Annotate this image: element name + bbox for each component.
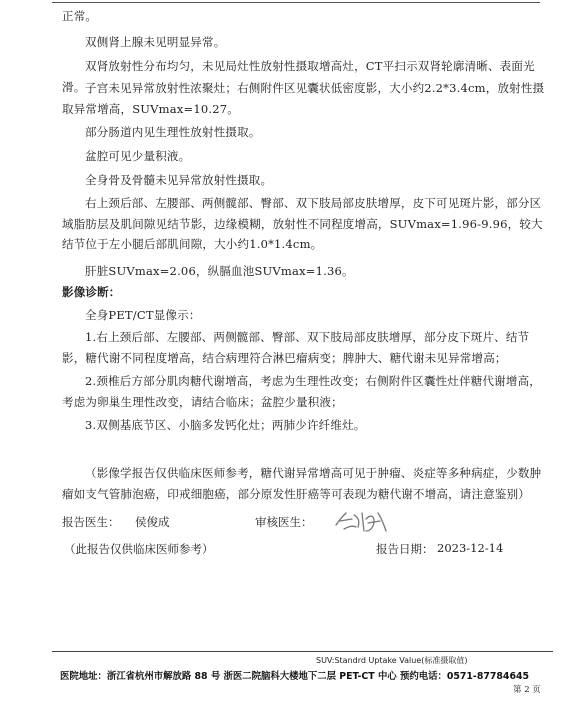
page-number: 第 2 页 (513, 685, 541, 695)
paragraph-adrenal: 双侧肾上腺未见明显异常。 (85, 35, 226, 49)
report-note: （此报告仅供临床医师参考） (64, 542, 214, 556)
report-date-label: 报告日期： (376, 542, 434, 556)
paragraph-intestine: 部分肠道内见生理性放射性摄取。 (85, 125, 261, 139)
reviewer-signature (330, 505, 392, 535)
report-date-value: 2023-12-14 (437, 541, 504, 555)
diagnosis-intro: 全身PET/CT显像示： (85, 308, 201, 322)
paragraph-bone: 全身骨及骨髓未见异常放射性摄取。 (85, 173, 273, 187)
disclaimer: （影像学报告仅供临床医师参考，糖代谢异常增高可见于肿瘤、炎症等多种病症，少数肿瘤如支气管肺泡癌，印戒细胞癌，部分原发性肝癌等可表现为糖代谢不增高，请注意鉴别） (62, 466, 542, 501)
paragraph-pelvis: 盆腔可见少量积液。 (85, 149, 191, 163)
hospital-address: 医院地址：浙江省杭州市解放路 88 号 浙医二院脑科大楼地下二层 PET-CT 中心 预约电话：0571-87784645 (60, 671, 530, 682)
paragraph-uterus: 子宫未见异常放射性浓聚灶；右侧附件区见囊状低密度影，大小约2.2*3.4cm，放射性摄取异常增高，SUVmax=10.27。 (62, 81, 545, 116)
top-divider (52, 2, 540, 3)
paragraph-liver: 肝脏SUVmax=2.06，纵膈血池SUVmax=1.36。 (85, 264, 354, 278)
reviewer-label: 审核医生： (255, 515, 313, 529)
bottom-divider (52, 651, 553, 652)
diagnosis-item-1: 1.右上颈后部、左腰部、两侧髋部、臀部、双下肢局部皮肤增厚，部分皮下斑片、结节影，糖代谢不同程度增高，结合病理符合淋巴瘤病变；脾肿大、糖代谢未见异常增高； (62, 330, 530, 365)
paragraph-skin: 右上颈后部、左腰部、两侧髋部、臀部、双下肢局部皮肤增厚，皮下可见斑片影，部分区域脂肪层及肌间隙见结节影，边缘模糊，放射性不同程度增高，SUVmax=1.96-9.96，较大结节位于左小腿后部肌间隙，大小约1.0*1.4cm。 (62, 196, 543, 251)
paragraph-kidneys: 双肾放射性分布均匀，未见局灶性放射性摄取增高灶，CT平扫示双肾轮廓清晰、表面光滑。 (62, 59, 535, 94)
suv-note: SUV:Standrd Uptake Value(标准摄取值) (316, 656, 468, 665)
diagnosis-heading: 影像诊断： (62, 285, 121, 299)
diagnosis-item-2: 2.颈椎后方部分肌肉糖代谢增高，考虑为生理性改变；右侧附件区囊性灶伴糖代谢增高，考虑为卵巢生理性改变，请结合临床；盆腔少量积液； (62, 374, 541, 409)
paragraph-normal: 正常。 (62, 9, 98, 23)
reporter-name: 侯俊成 (135, 515, 170, 529)
reporter-label: 报告医生： (62, 515, 120, 529)
diagnosis-item-3: 3.双侧基底节区、小脑多发钙化灶；两肺少许纤维灶。 (85, 418, 366, 432)
